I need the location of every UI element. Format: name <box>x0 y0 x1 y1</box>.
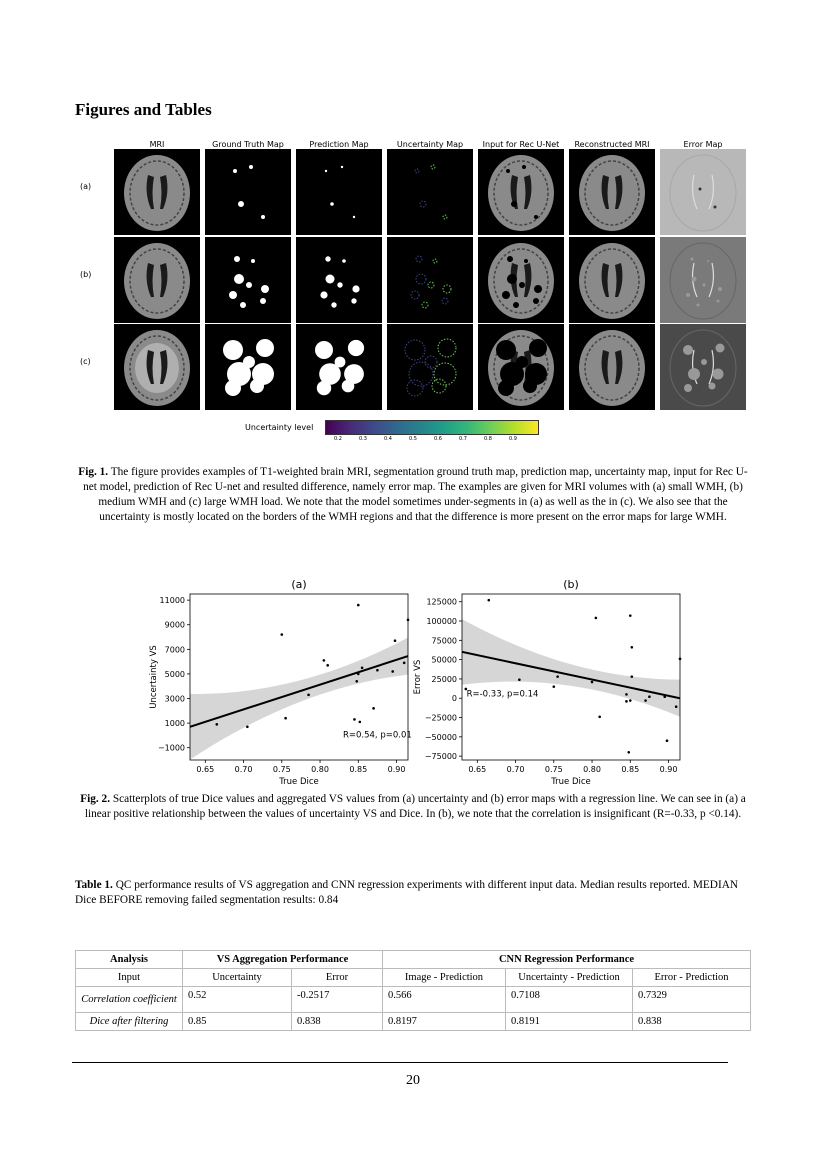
mri-tile-c-reconstructed <box>569 324 655 410</box>
table-cell: 0.838 <box>633 1013 751 1031</box>
data-point <box>357 604 360 607</box>
x-axis-label: True Dice <box>551 777 591 787</box>
table-cell: 0.838 <box>292 1013 383 1031</box>
confidence-band <box>462 619 680 717</box>
mri-tile-c-input-rec <box>478 324 564 410</box>
mri-tile-b-input-rec <box>478 237 564 323</box>
mri-tile-a-mri <box>114 149 200 235</box>
y-tick-label: 25000 <box>431 674 457 684</box>
column-header-ground-truth: Ground Truth Map <box>212 140 284 149</box>
data-point <box>215 723 218 726</box>
x-tick-label: 0.80 <box>311 765 329 774</box>
data-point <box>307 694 310 697</box>
mri-tile-b-mri <box>114 237 200 323</box>
subheader-cell: Error <box>292 969 383 987</box>
mri-tile-c-uncertainty <box>387 324 473 410</box>
x-tick-label: 0.65 <box>468 765 487 774</box>
data-point <box>679 658 682 661</box>
y-tick-label: 50000 <box>431 655 457 665</box>
mri-tile-b-prediction <box>296 237 382 323</box>
data-point <box>625 700 628 703</box>
data-point <box>246 726 249 729</box>
figure2-caption-text: Scatterplots of true Dice values and aggregated VS values from (a) uncertainty and (b) error maps with a regression line. We can see in (a) a linear positive relationship between the values of uncertainty VS and Dice. In (b), we note that the correlation is insignificant (R=-0.33, p <0.14). <box>84 793 746 820</box>
x-tick-label: 0.90 <box>387 765 406 774</box>
colorbar-tick: 0.2 <box>334 436 342 442</box>
table-cell: 0.8191 <box>506 1013 633 1031</box>
table-cell: 0.7329 <box>633 987 751 1013</box>
data-point <box>372 707 375 710</box>
mri-tile-b-error <box>660 237 746 323</box>
scatter-chart-b <box>413 578 681 787</box>
data-point <box>361 666 364 669</box>
x-tick-label: 0.90 <box>659 765 678 774</box>
figure1-caption-text: The figure provides examples of T1-weighted brain MRI, segmentation ground truth map, prediction map, uncertainty map, input for Rec U-net model, prediction of Rec U-net and resulted difference, namely error map. The examples are given for MRI volumes with (a) small WMH, (b) medium WMH and (c) large WMH load. We note that the model sometimes under-segments in (a) as well as the in (c). We also see that the uncertainty is mostly located on the borders of the WMH regions and that the difference is more present on the error maps for large WMH. <box>83 466 748 523</box>
data-point <box>675 705 678 708</box>
table-subheader-row <box>76 969 751 987</box>
scatterplots <box>140 572 690 787</box>
row-label-c: (c) <box>80 357 91 366</box>
row-label-correlation: Correlation coefficient <box>76 987 183 1013</box>
y-tick-label: −50000 <box>424 732 457 742</box>
figure1-caption <box>75 465 751 525</box>
data-point <box>591 681 594 684</box>
y-tick-label: −75000 <box>424 752 457 762</box>
y-tick-label: 125000 <box>426 597 457 607</box>
mri-tile-c-mri <box>114 324 200 410</box>
footer-rule <box>72 1062 728 1063</box>
figure2-caption <box>75 792 751 822</box>
table-cell: 0.566 <box>383 987 506 1013</box>
data-point <box>518 678 521 681</box>
table-row <box>76 1013 751 1031</box>
y-axis-label: Error VS <box>413 659 423 695</box>
mri-tile-a-uncertainty <box>387 149 473 235</box>
column-header-mri: MRI <box>149 140 165 149</box>
x-tick-label: 0.75 <box>272 765 291 774</box>
figure2-caption-label: Fig. 2. <box>80 793 111 805</box>
data-point <box>280 633 283 636</box>
table-cell: 0.8197 <box>383 1013 506 1031</box>
x-tick-label: 0.70 <box>506 765 525 774</box>
y-tick-label: 0 <box>451 694 457 704</box>
column-header-reconstructed: Reconstructed MRI <box>574 140 650 149</box>
table-cell: 0.7108 <box>506 987 633 1013</box>
y-tick-label: 3000 <box>164 694 185 704</box>
y-tick-label: 100000 <box>426 617 457 627</box>
table-cell: -0.2517 <box>292 987 383 1013</box>
confidence-band <box>190 638 408 760</box>
row-label-b: (b) <box>80 270 92 279</box>
y-tick-label: 7000 <box>164 645 185 655</box>
y-tick-label: 11000 <box>159 596 185 606</box>
uncertainty-colorbar <box>325 420 539 435</box>
x-tick-label: 0.85 <box>621 765 640 774</box>
y-tick-label: −1000 <box>157 743 185 753</box>
x-tick-label: 0.85 <box>349 765 368 774</box>
subheader-cell: Uncertainty <box>183 969 292 987</box>
subheader-cell: Error - Prediction <box>633 969 751 987</box>
colorbar-tick: 0.9 <box>509 436 517 442</box>
colorbar-tick: 0.5 <box>409 436 417 442</box>
data-point <box>629 699 632 702</box>
column-header-error-map: Error Map <box>683 140 723 149</box>
mri-tile-a-reconstructed <box>569 149 655 235</box>
mri-tile-a-error <box>660 149 746 235</box>
colorbar-tick: 0.4 <box>384 436 392 442</box>
data-point <box>595 617 598 620</box>
table1-caption-label: Table 1. <box>75 879 113 891</box>
data-point <box>355 680 358 683</box>
data-point <box>556 675 559 678</box>
section-heading: Figures and Tables <box>75 100 212 119</box>
row-label-a: (a) <box>80 182 92 191</box>
table-row <box>76 987 751 1013</box>
data-point <box>644 699 647 702</box>
mri-tile-c-ground-truth <box>205 324 291 410</box>
annotation: R=-0.33, p=0.14 <box>466 689 539 700</box>
subheader-input: Input <box>76 969 183 987</box>
results-table <box>75 950 751 1031</box>
table-header-row <box>76 951 751 969</box>
y-tick-label: −25000 <box>424 713 457 723</box>
column-header-input-rec: Input for Rec U-Net <box>482 140 560 149</box>
data-point <box>323 659 326 662</box>
data-point <box>376 669 379 672</box>
subheader-cell: Image - Prediction <box>383 969 506 987</box>
mri-tile-c-error <box>660 324 746 410</box>
x-tick-label: 0.70 <box>234 765 253 774</box>
y-tick-label: 1000 <box>164 719 185 729</box>
data-point <box>631 675 634 678</box>
colorbar-tick: 0.8 <box>484 436 492 442</box>
data-point <box>394 639 397 642</box>
column-header-prediction: Prediction Map <box>309 140 369 149</box>
colorbar-label: Uncertainty level <box>245 423 314 432</box>
x-tick-label: 0.80 <box>583 765 601 774</box>
data-point <box>631 646 634 649</box>
chart-title: (b) <box>563 578 579 591</box>
data-point <box>407 619 410 622</box>
column-header-uncertainty: Uncertainty Map <box>396 140 464 149</box>
data-point <box>666 739 669 742</box>
data-point <box>663 695 666 698</box>
data-point <box>403 662 406 665</box>
mri-tile-a-input-rec <box>478 149 564 235</box>
x-tick-label: 0.75 <box>544 765 563 774</box>
table1-caption-text: QC performance results of VS aggregation and CNN regression experiments with different input data. Median results reported. MEDIAN Dice BEFORE removing failed segmentation results: 0.84 <box>75 879 739 906</box>
data-point <box>625 693 628 696</box>
figure1-caption-label: Fig. 1. <box>78 466 109 478</box>
y-tick-label: 9000 <box>164 620 185 630</box>
data-point <box>629 614 632 617</box>
header-analysis: Analysis <box>76 951 183 969</box>
data-point <box>284 717 287 720</box>
data-point <box>487 599 490 602</box>
table-cell: 0.52 <box>183 987 292 1013</box>
data-point <box>359 721 362 724</box>
mri-tile-c-prediction <box>296 324 382 410</box>
x-tick-label: 0.65 <box>196 765 215 774</box>
mri-tile-b-uncertainty <box>387 237 473 323</box>
y-tick-label: 5000 <box>164 669 185 679</box>
colorbar-tick: 0.7 <box>459 436 467 442</box>
y-tick-label: 75000 <box>431 636 457 646</box>
annotation: R=0.54, p=0.01 <box>342 730 412 741</box>
data-point <box>627 751 630 754</box>
row-label-dice: Dice after filtering <box>76 1013 183 1031</box>
colorbar-tick: 0.6 <box>434 436 442 442</box>
header-vs-aggregation: VS Aggregation Performance <box>183 951 383 969</box>
regression-line <box>190 656 408 727</box>
colorbar-tick: 0.3 <box>359 436 367 442</box>
scatter-chart-a <box>149 578 412 787</box>
y-axis-label: Uncertainty VS <box>149 645 159 709</box>
data-point <box>598 715 601 718</box>
table-cell: 0.85 <box>183 1013 292 1031</box>
x-axis-label: True Dice <box>279 777 319 787</box>
table1-caption <box>75 878 751 908</box>
mri-tile-a-prediction <box>296 149 382 235</box>
mri-tile-b-ground-truth <box>205 237 291 323</box>
chart-title: (a) <box>291 578 307 591</box>
data-point <box>326 664 329 667</box>
mri-tile-b-reconstructed <box>569 237 655 323</box>
data-point <box>648 695 651 698</box>
subheader-cell: Uncertainty - Prediction <box>506 969 633 987</box>
data-point <box>357 673 360 676</box>
data-point <box>391 670 394 673</box>
header-cnn-regression: CNN Regression Performance <box>383 951 751 969</box>
data-point <box>552 685 555 688</box>
page-number: 20 <box>406 1073 420 1088</box>
data-point <box>353 718 356 721</box>
mri-tile-a-ground-truth <box>205 149 291 235</box>
